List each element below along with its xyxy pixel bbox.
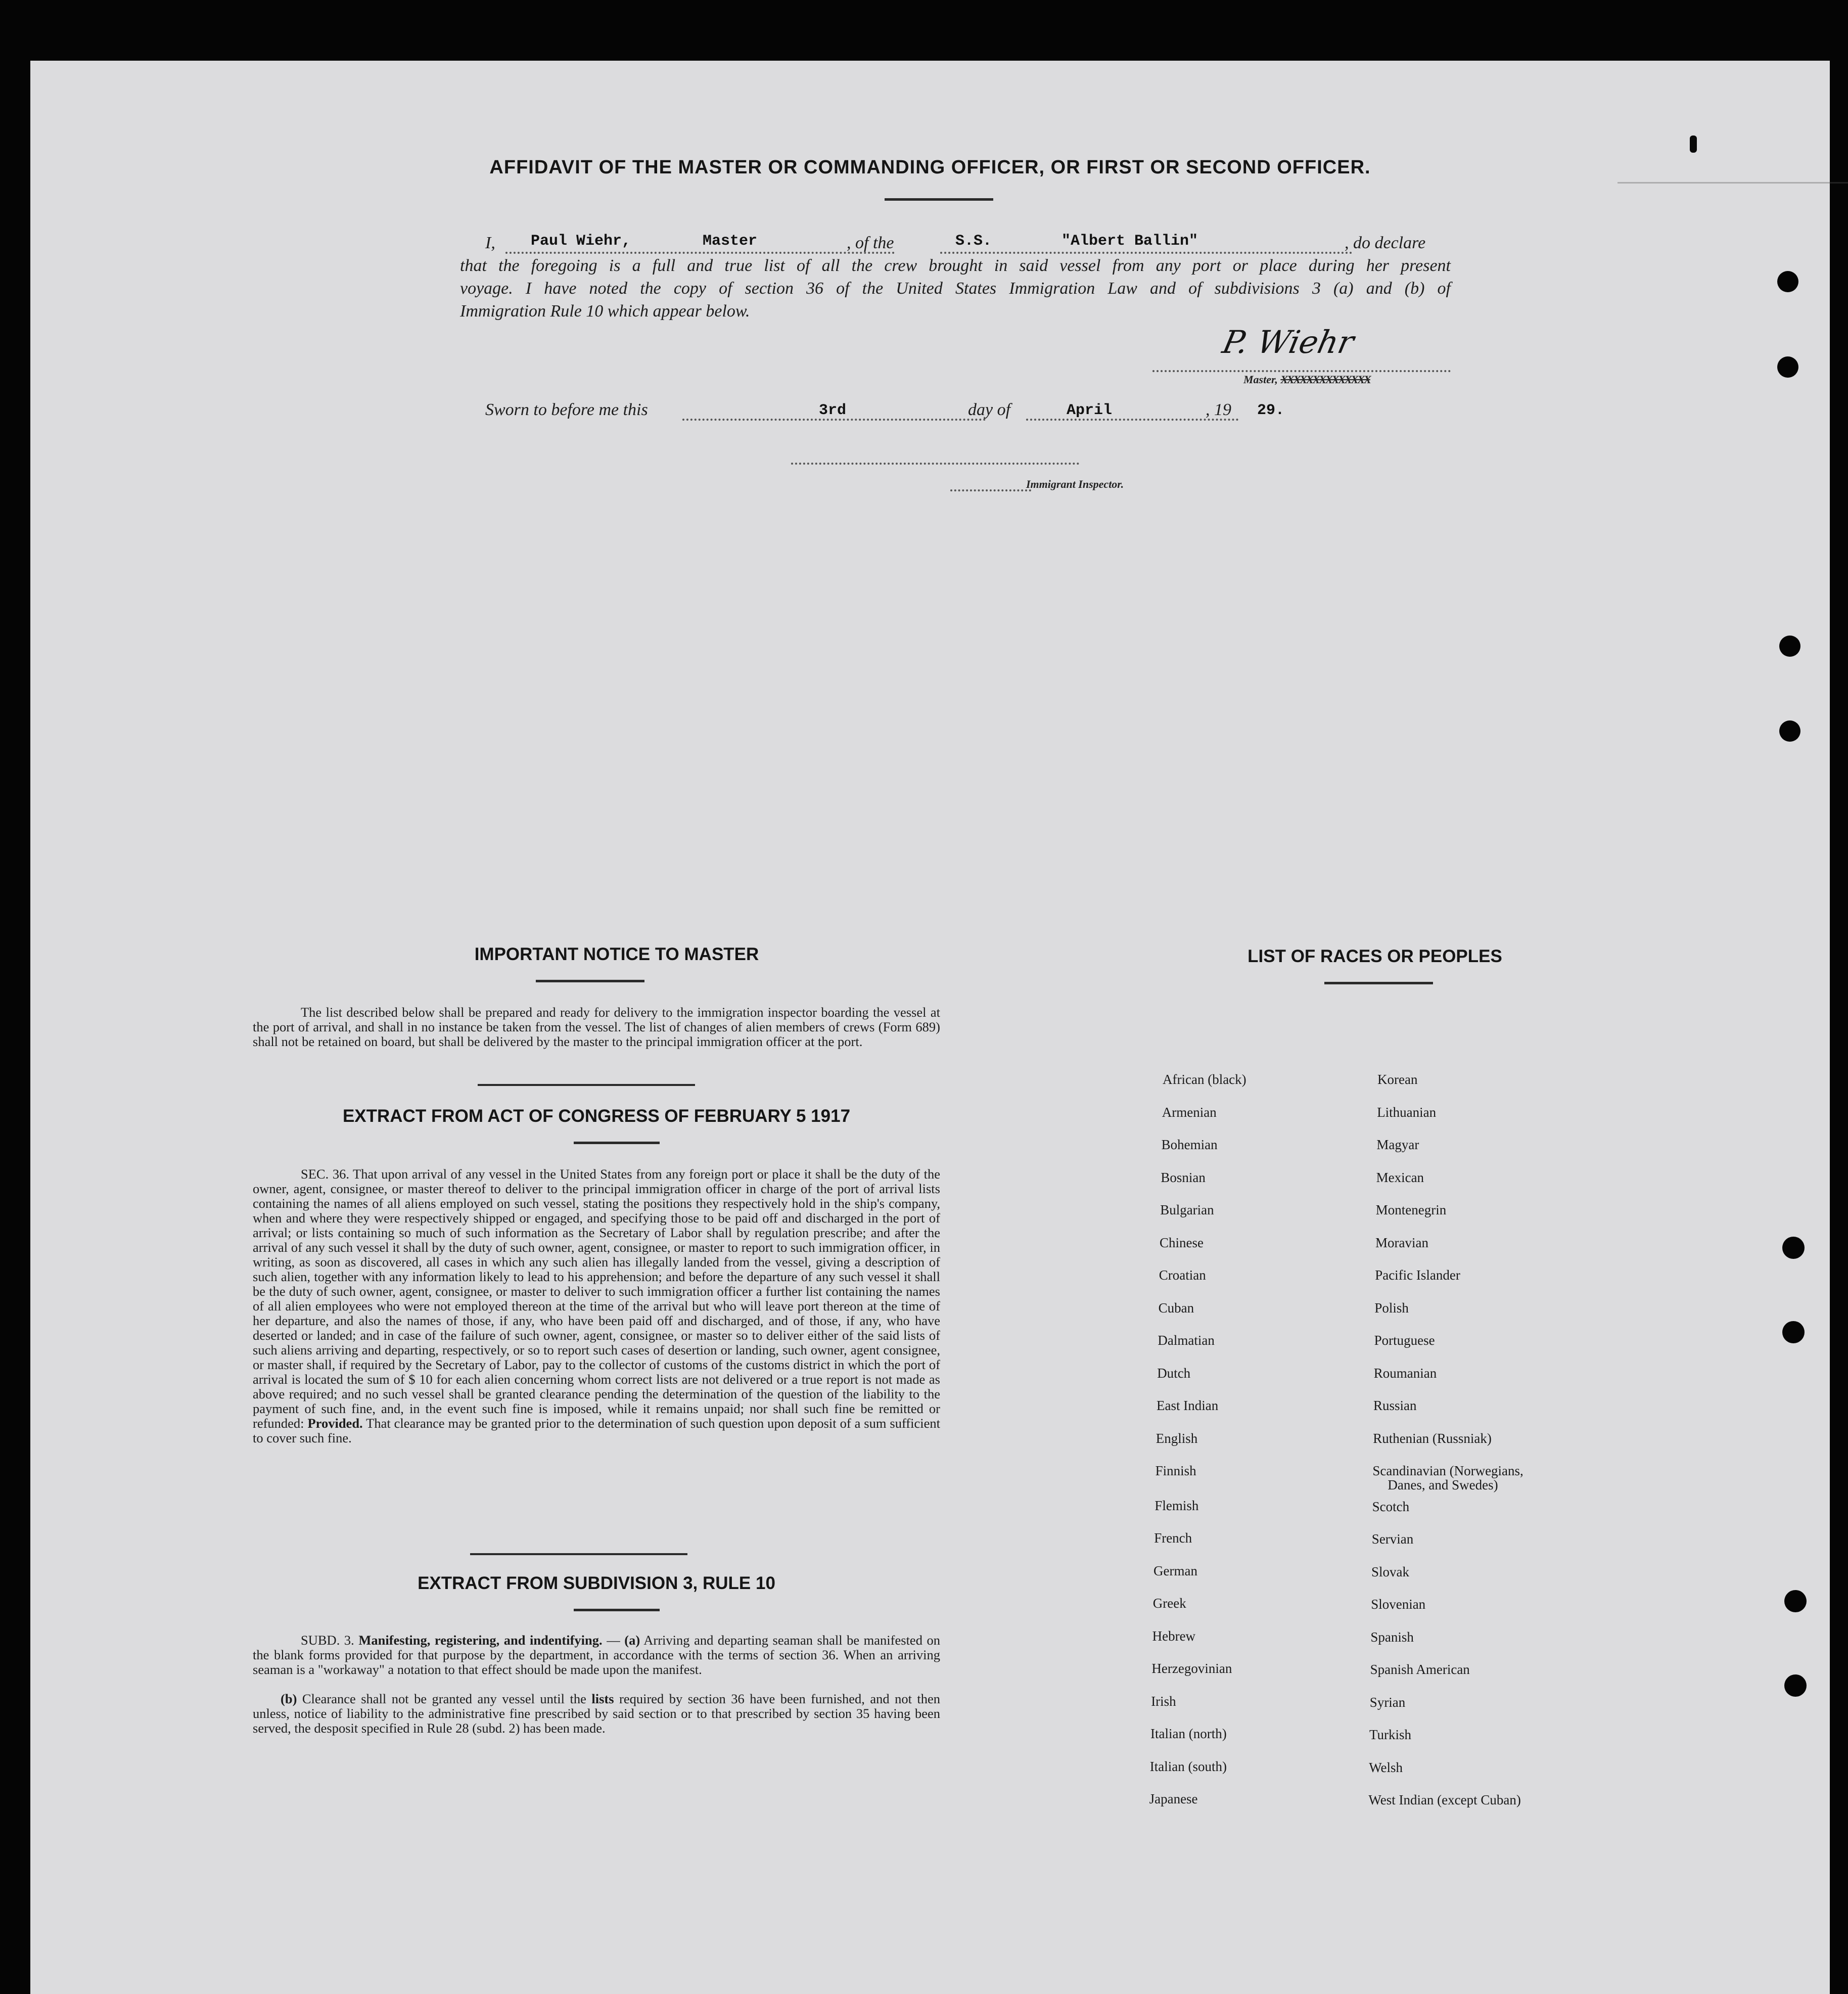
- race-item: Hebrew: [1152, 1628, 1196, 1644]
- affidavit-line-2: that the foregoing is a full and true list of all the crew brought in said vessel from any port or place during her present: [460, 256, 1451, 275]
- subd-a-text: Arriving and departing seaman shall be manifested on the blank forms provided for that purpose by the department, in accordance with the terms of section 36. When an arriving seaman is a "workaway" a notation to that effect should be made upon the manifest.: [253, 1633, 940, 1677]
- signature-caption: [1243, 373, 1370, 386]
- race-item: Spanish: [1370, 1629, 1414, 1645]
- ship-prefix: S.S.: [955, 233, 992, 250]
- sworn-year: 29.: [1257, 402, 1285, 419]
- races-underline: [1324, 982, 1433, 984]
- race-item: Croatian: [1159, 1267, 1206, 1283]
- race-item: Armenian: [1162, 1104, 1217, 1120]
- race-item-continuation: Danes, and Swedes): [1388, 1477, 1498, 1492]
- affidavit-title: AFFIDAVIT OF THE MASTER OR COMMANDING OFFICER, OR FIRST OR SECOND OFFICER.: [489, 157, 1371, 178]
- race-item: Italian (south): [1149, 1758, 1227, 1774]
- race-item: West Indian (except Cuban): [1368, 1792, 1521, 1807]
- race-item: Syrian: [1369, 1694, 1406, 1710]
- race-item: Ruthenian (Russniak): [1373, 1430, 1492, 1446]
- bleed-through-mark: [1618, 182, 1848, 184]
- race-item: Welsh: [1369, 1759, 1403, 1775]
- notice-body: The list described below shall be prepared and ready for delivery to the immigration inspector boarding the vessel at the port of arrival, and shall in no instance be taken from the vessel. The list of changes of alien members of crews (Form 689) shall not be retained on board, but shall be delivered by the master to the principal immigration officer at the port.: [253, 1005, 940, 1049]
- subd-heading: Manifesting, registering, and indentifying.: [358, 1633, 603, 1648]
- binder-hole: [1779, 720, 1800, 742]
- notice-divider: [478, 1084, 695, 1086]
- race-item: Cuban: [1158, 1300, 1194, 1316]
- ship-blank: [940, 252, 1352, 254]
- year-prefix: , 19: [1206, 400, 1231, 419]
- extract-rule-underline: [574, 1609, 660, 1611]
- binder-hole: [1784, 1674, 1807, 1697]
- race-item: Slovak: [1371, 1564, 1410, 1579]
- race-item: Dalmatian: [1158, 1333, 1215, 1348]
- binder-hole: [1784, 1590, 1807, 1612]
- races-title: LIST OF RACES OR PEOPLES: [1248, 946, 1502, 966]
- race-item: Chinese: [1160, 1235, 1204, 1250]
- race-item: Greek: [1152, 1596, 1186, 1611]
- master-rank: Master: [703, 233, 758, 250]
- race-item: Turkish: [1369, 1727, 1412, 1742]
- race-item: African (black): [1163, 1072, 1246, 1087]
- extract-rule-title: EXTRACT FROM SUBDIVISION 3, RULE 10: [418, 1573, 775, 1593]
- notice-title: IMPORTANT NOTICE TO MASTER: [474, 944, 759, 964]
- struck-title: XXXXXXXXXXXXXX: [1280, 373, 1370, 386]
- extract-act-underline: [574, 1142, 660, 1144]
- subd-label: SUBD. 3.: [301, 1633, 354, 1648]
- title-underline: [885, 198, 993, 201]
- sec36-text: SEC. 36. That upon arrival of any vessel in the United States from any foreign port or place it shall be the duty of the owner, agent, consignee, or master thereof to deliver to the principal immigration officer in charge of the port of arrival lists containing the names of all aliens employed on such vessel, stating the positions they respectively hold in the ship's company, when and where they were respectively shipped or engaged, and specifying those to be paid off and discharged in the port of arrival; or lists containing so much of such information as the Secretary of Labor shall by regulation prescribe; and after the arrival of any such vessel it shall by the duty of such owner, agent, consignee, or master to report to such immigration officer, in writing, as soon as discovered, all cases in which any such alien has illegally landed from the vessel, giving a description of such alien, together with any information likely to lead to his apprehension; and before the departure of any such vessel it shall be the duty of such owner, agent, consignee, or master to deliver to such immigration officer a further list containing the names of all alien employees who were not employed thereon at the time of the arrival but who will leave port thereon at the time of her departure, and also the names of those, if any, who have been paid off and discharged, and of those, if any, who have deserted or landed; and in case of the failure of such owner, agent, consignee, or master so to deliver either of the said lists of such aliens arriving and departing, respectively, or so to report such cases of desertion or landing, such owner, agent consignee, or master shall, if required by the Secretary of Labor, pay to the collector of customs of the customs district in which the port of arrival is located the sum of $ 10 for each alien concerning whom correct lists are not delivered or a true report is not made as above required; and no such vessel shall be granted clearance pending the determination of the question of the liability to the payment of such fine, and, in the event such fine is imposed, while it remains unpaid; nor shall such fine be remitted or refunded:: [253, 1166, 940, 1431]
- subd-b-label: (b): [281, 1691, 297, 1706]
- affidavit-line-3: voyage. I have noted the copy of section 36 of the United States Immigration Law and of subdivisions 3 (a) and (b) of: [460, 279, 1451, 298]
- subd-b-lists: lists: [591, 1691, 614, 1706]
- binder-hole: [1779, 636, 1800, 657]
- race-item: Roumanian: [1373, 1365, 1437, 1381]
- race-item: Slovenian: [1371, 1597, 1426, 1612]
- notice-underline: [536, 980, 644, 982]
- subd-b-text-1: Clearance shall not be granted any vessel until the: [302, 1691, 586, 1706]
- race-item: Polish: [1374, 1300, 1409, 1316]
- race-item: Moravian: [1375, 1235, 1428, 1250]
- subd3-paragraph-b: [253, 1692, 940, 1736]
- i-label: I,: [485, 234, 495, 252]
- document-page: [30, 61, 1830, 1994]
- subd3-paragraph-a: [253, 1633, 940, 1677]
- race-item: Finnish: [1155, 1463, 1196, 1478]
- sworn-label: Sworn to before me this: [485, 400, 648, 419]
- subd-b-text-2: required by section 36 have been furnished, and not then unless, notice of liability to the administrative fine prescribed by said section or to that prescribed by section 35 having been served, the desposit specified in Rule 28 (subd. 2) has been made.: [253, 1691, 941, 1736]
- extract-act-title: EXTRACT FROM ACT OF CONGRESS OF FEBRUARY 5 1917: [342, 1106, 851, 1126]
- declare-label: , do declare: [1345, 234, 1426, 252]
- provided-label: Provided.: [307, 1416, 363, 1431]
- binder-hole: [1782, 1237, 1805, 1259]
- binder-hole: [1777, 271, 1798, 292]
- subd-a-label: (a): [624, 1633, 640, 1648]
- race-item: Russian: [1373, 1398, 1417, 1413]
- race-item: Japanese: [1149, 1791, 1198, 1806]
- race-item: Portuguese: [1374, 1333, 1435, 1348]
- race-item: Lithuanian: [1377, 1104, 1437, 1120]
- master-signature: P. Wiehr: [1219, 324, 1358, 360]
- race-item: Scandinavian (Norwegians,: [1372, 1463, 1523, 1478]
- race-item: Mexican: [1376, 1169, 1424, 1185]
- binder-hole: [1782, 1321, 1805, 1343]
- name-blank: [505, 252, 895, 254]
- race-item: Bosnian: [1161, 1169, 1206, 1185]
- sec36-text-end: That clearance may be granted prior to the determination of such question upon deposit of a sum sufficient to cover such fine.: [253, 1416, 940, 1445]
- race-item: English: [1156, 1430, 1198, 1446]
- sworn-month: April: [1067, 402, 1113, 419]
- sworn-day: 3rd: [819, 402, 847, 419]
- inspector-caption: Immigrant Inspector.: [1026, 478, 1124, 490]
- master-name: Paul Wiehr,: [531, 233, 631, 250]
- affidavit-line-4: Immigration Rule 10 which appear below.: [460, 302, 750, 321]
- race-item: Korean: [1377, 1072, 1418, 1087]
- extract-act-body: [253, 1167, 940, 1445]
- ink-mark: [1690, 135, 1697, 153]
- race-item: Servian: [1371, 1531, 1414, 1547]
- race-item: Spanish American: [1370, 1662, 1470, 1677]
- race-item: Herzegovinian: [1151, 1661, 1232, 1676]
- ship-name: "Albert Ballin": [1061, 233, 1198, 250]
- race-item: Magyar: [1376, 1137, 1419, 1152]
- race-item: French: [1154, 1530, 1192, 1546]
- signature-line: [1152, 370, 1451, 372]
- day-of-label: day of: [968, 400, 1011, 419]
- race-item: Bohemian: [1161, 1137, 1218, 1152]
- race-item: German: [1153, 1563, 1197, 1578]
- race-item: Montenegrin: [1375, 1202, 1447, 1217]
- race-item: Scotch: [1372, 1499, 1410, 1514]
- race-item: Pacific Islander: [1375, 1267, 1460, 1283]
- race-item: East Indian: [1157, 1398, 1219, 1413]
- race-item: Dutch: [1157, 1365, 1191, 1381]
- inspector-signature-line: [791, 463, 1079, 465]
- race-item: Flemish: [1154, 1498, 1199, 1513]
- binder-hole: [1777, 356, 1798, 378]
- race-item: Irish: [1151, 1693, 1176, 1709]
- inspector-dots: [950, 489, 1031, 491]
- subd-dash: —: [602, 1633, 625, 1648]
- race-item: Italian (north): [1150, 1726, 1227, 1741]
- race-item: Bulgarian: [1160, 1202, 1214, 1217]
- signature-caption-text: Master,: [1243, 373, 1281, 386]
- extract-act-divider: [470, 1553, 687, 1555]
- of-the-label: , of the: [847, 234, 894, 252]
